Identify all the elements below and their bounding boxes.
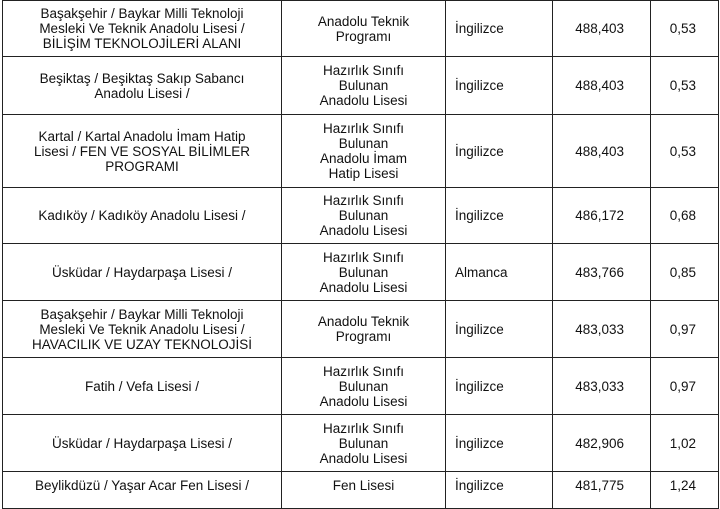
- school-line: Beylikdüzü / Yaşar Acar Fen Lisesi /: [34, 478, 250, 493]
- percentile-cell: 0,85: [651, 244, 719, 301]
- school-score-table: [2, 0, 719, 509]
- school-cell: [3, 115, 282, 188]
- program-line: Hazırlık Sınıfı: [322, 363, 405, 379]
- score-cell: 483,033: [553, 358, 651, 415]
- table-row: [3, 415, 719, 472]
- school-line: Başakşehir / Baykar Milli Teknoloji: [40, 6, 244, 21]
- score-cell: 488,403: [553, 57, 651, 115]
- table-row: [3, 472, 719, 509]
- table-body: [3, 1, 719, 509]
- school-line: Kartal / Kartal Anadolu İmam Hatip: [38, 128, 246, 144]
- program-line: Hazırlık Sınıfı: [322, 420, 405, 436]
- program-line: Anadolu Lisesi: [319, 93, 408, 108]
- percentile-cell: 0,53: [651, 57, 719, 115]
- school-line: Fatih / Vefa Lisesi /: [84, 378, 200, 394]
- school-line: Mesleki Ve Teknik Anadolu Lisesi /: [39, 321, 245, 337]
- program-cell: [282, 1, 446, 57]
- program-line: Hazırlık Sınıfı: [322, 249, 405, 265]
- program-line: Anadolu Lisesi: [319, 450, 408, 466]
- percentile-cell: 0,53: [651, 1, 719, 57]
- table-row: [3, 188, 719, 244]
- language-cell: İngilizce: [446, 415, 553, 472]
- table-row: [3, 301, 719, 358]
- school-cell: [3, 415, 282, 472]
- table-row: [3, 115, 719, 188]
- school-line: Beşiktaş / Beşiktaş Sakıp Sabancı: [39, 70, 245, 86]
- program-line: Programı: [335, 329, 392, 344]
- program-line: Anadolu Lisesi: [319, 393, 408, 409]
- program-line: Hatip Lisesi: [328, 166, 399, 181]
- program-line: Bulunan: [338, 378, 389, 394]
- score-cell: 488,403: [553, 115, 651, 188]
- program-cell: [282, 301, 446, 358]
- percentile-cell: 1,02: [651, 415, 719, 472]
- score-cell: 488,403: [553, 1, 651, 57]
- program-cell: [282, 57, 446, 115]
- score-cell: 483,033: [553, 301, 651, 358]
- table-row: [3, 1, 719, 57]
- school-line: Mesleki Ve Teknik Anadolu Lisesi /: [39, 21, 245, 36]
- table-row: [3, 57, 719, 115]
- program-cell: [282, 358, 446, 415]
- percentile-cell: 0,68: [651, 188, 719, 244]
- language-cell: İngilizce: [446, 115, 553, 188]
- school-line: Anadolu Lisesi /: [94, 85, 190, 101]
- school-line: Başakşehir / Baykar Milli Teknoloji: [40, 306, 244, 322]
- program-cell: [282, 472, 446, 509]
- percentile-cell: 0,97: [651, 301, 719, 358]
- program-line: Bulunan: [338, 136, 389, 151]
- program-line: Anadolu İmam: [319, 151, 408, 166]
- language-cell: İngilizce: [446, 358, 553, 415]
- program-cell: [282, 415, 446, 472]
- percentile-cell: 0,53: [651, 115, 719, 188]
- school-line: HAVACILIK VE UZAY TEKNOLOJİSİ: [31, 336, 253, 352]
- program-line: Programı: [335, 28, 392, 44]
- program-line: Bulunan: [338, 264, 389, 280]
- score-cell: 486,172: [553, 188, 651, 244]
- language-cell: İngilizce: [446, 188, 553, 244]
- language-cell: İngilizce: [446, 1, 553, 57]
- program-cell: [282, 115, 446, 188]
- language-cell: İngilizce: [446, 57, 553, 115]
- school-cell: [3, 358, 282, 415]
- program-line: Anadolu Teknik: [317, 13, 410, 29]
- program-line: Hazırlık Sınıfı: [322, 193, 405, 208]
- school-line: PROGRAMI: [105, 158, 179, 174]
- language-cell: Almanca: [446, 244, 553, 301]
- school-cell: [3, 1, 282, 57]
- language-cell: İngilizce: [446, 472, 553, 509]
- program-line: Hazırlık Sınıfı: [322, 63, 405, 78]
- language-cell: İngilizce: [446, 301, 553, 358]
- program-line: Anadolu Lisesi: [319, 279, 408, 295]
- score-cell: 483,766: [553, 244, 651, 301]
- school-cell: [3, 301, 282, 358]
- program-line: Hazırlık Sınıfı: [322, 121, 405, 136]
- table-row: [3, 358, 719, 415]
- school-cell: [3, 472, 282, 509]
- percentile-cell: 0,97: [651, 358, 719, 415]
- school-line: BİLİŞİM TEKNOLOJİLERİ ALANI: [42, 36, 242, 51]
- program-cell: [282, 244, 446, 301]
- table-row: [3, 244, 719, 301]
- school-cell: [3, 188, 282, 244]
- program-line: Fen Lisesi: [332, 478, 395, 493]
- school-line: Üsküdar / Haydarpaşa Lisesi /: [51, 264, 233, 280]
- school-cell: [3, 57, 282, 115]
- school-cell: [3, 244, 282, 301]
- percentile-cell: 1,24: [651, 472, 719, 509]
- school-line: Üsküdar / Haydarpaşa Lisesi /: [51, 435, 233, 451]
- school-line: Kadıköy / Kadıköy Anadolu Lisesi /: [38, 208, 246, 223]
- score-cell: 481,775: [553, 472, 651, 509]
- school-line: Lisesi / FEN VE SOSYAL BİLİMLER: [33, 143, 251, 159]
- program-line: Anadolu Teknik: [317, 314, 410, 329]
- program-line: Bulunan: [338, 208, 389, 223]
- program-cell: [282, 188, 446, 244]
- program-line: Anadolu Lisesi: [319, 223, 408, 238]
- program-line: Bulunan: [338, 435, 389, 451]
- score-cell: 482,906: [553, 415, 651, 472]
- program-line: Bulunan: [338, 78, 389, 93]
